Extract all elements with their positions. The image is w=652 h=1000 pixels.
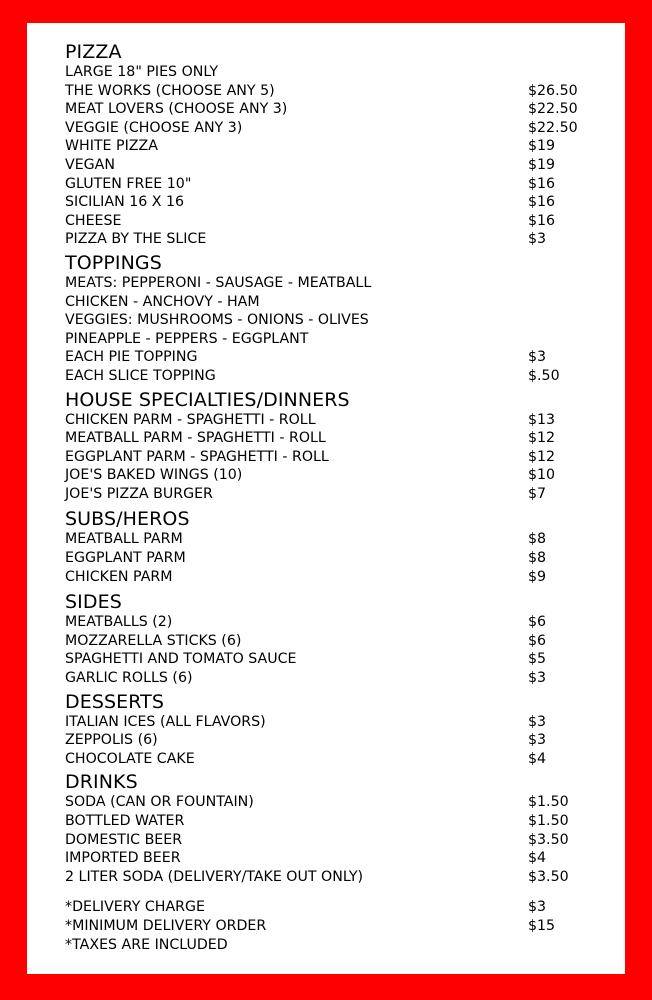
section-spacer (65, 886, 585, 898)
menu-item-name: MEAT LOVERS (CHOOSE ANY 3) (65, 101, 288, 118)
section-desserts (65, 691, 585, 769)
menu-item-price: $10 (528, 467, 556, 484)
menu-item-name: ZEPPOLIS (6) (65, 732, 158, 749)
menu-item-price: $12 (528, 430, 556, 447)
menu-item (65, 530, 585, 549)
menu-item (65, 448, 585, 467)
menu-item (65, 100, 585, 119)
menu-item-price: $6 (528, 614, 547, 631)
section-heading-specialties: HOUSE SPECIALTIES/DINNERS (65, 388, 350, 411)
menu-item-name: BOTTLED WATER (65, 813, 185, 829)
menu-item (65, 831, 585, 850)
menu-item-name: PINEAPPLE - PEPPERS - EGGPLANT (65, 330, 309, 347)
menu-item (65, 613, 585, 632)
menu-item (65, 348, 585, 367)
menu-item-name: MEATBALLS (2) (65, 614, 173, 631)
menu-item (65, 793, 585, 812)
menu-item (65, 212, 585, 231)
menu-item-price: $5 (528, 651, 547, 668)
menu-item (65, 731, 585, 750)
menu-item-name: LARGE 18" PIES ONLY (65, 64, 219, 80)
menu-item (65, 82, 585, 101)
section-pizza (65, 41, 585, 249)
menu-item-name: VEGAN (65, 156, 115, 173)
menu-item-price: $3 (528, 899, 547, 916)
menu-item-price: $9 (528, 568, 547, 585)
menu-item (65, 713, 585, 732)
menu-item-name: 2 LITER SODA (DELIVERY/TAKE OUT ONLY) (65, 868, 364, 885)
menu-content (65, 41, 585, 954)
menu-item (65, 119, 585, 138)
menu-item-price: $4 (528, 750, 547, 767)
menu-item-price: $3.50 (528, 868, 569, 885)
menu-item-name: MEATBALL PARM (65, 531, 183, 548)
menu-item (65, 367, 585, 386)
menu-item (65, 650, 585, 669)
menu-item-price: $3 (528, 670, 547, 687)
menu-item (65, 330, 585, 349)
section-notes (65, 898, 585, 954)
menu-item (65, 156, 585, 175)
menu-item (65, 898, 585, 917)
menu-item-name: MEATS: PEPPERONI - SAUSAGE - MEATBALL (65, 274, 372, 291)
menu-item (65, 137, 585, 156)
menu-item-name: CHICKEN - ANCHOVY - HAM (65, 293, 260, 310)
menu-item-name: JOE'S BAKED WINGS (10) (65, 467, 243, 484)
menu-item-price: $7 (528, 485, 547, 502)
menu-item-name: *DELIVERY CHARGE (65, 899, 205, 916)
menu-item (65, 411, 585, 430)
menu-item-name: THE WORKS (CHOOSE ANY 5) (65, 82, 275, 99)
menu-item (65, 311, 585, 330)
menu-item (65, 293, 585, 312)
menu-item-price: $19 (528, 156, 556, 173)
menu-item-price: $3 (528, 349, 547, 366)
section-sides (65, 591, 585, 687)
menu-item-name: PIZZA BY THE SLICE (65, 231, 207, 248)
menu-item-name: CHICKEN PARM - SPAGHETTI - ROLL (65, 411, 316, 428)
menu-item-price: $16 (528, 194, 556, 211)
menu-item-name: GARLIC ROLLS (6) (65, 670, 193, 687)
menu-item-name: *TAXES ARE INCLUDED (65, 936, 228, 953)
menu-item-name: VEGGIES: MUSHROOMS - ONIONS - OLIVES (65, 312, 369, 329)
section-heading-pizza: PIZZA (65, 41, 122, 63)
section-heading-desserts: DESSERTS (65, 690, 165, 713)
menu-item-price: $.50 (528, 367, 560, 384)
section-heading-sides: SIDES (65, 591, 122, 614)
menu-item-price: $1.50 (528, 794, 569, 811)
menu-item-price: $13 (528, 411, 556, 428)
section-toppings (65, 252, 585, 386)
menu-item-name: ITALIAN ICES (ALL FLAVORS) (65, 713, 266, 730)
menu-item-price: $3 (528, 231, 547, 248)
menu-item-price: $22.50 (528, 101, 578, 118)
menu-item-name: EACH SLICE TOPPING (65, 367, 216, 384)
menu-item-price: $22.50 (528, 119, 578, 136)
menu-item (65, 632, 585, 651)
menu-item (65, 230, 585, 249)
menu-item-name: MOZZARELLA STICKS (6) (65, 632, 242, 649)
section-heading-drinks: DRINKS (65, 771, 138, 794)
menu-item-price: $8 (528, 531, 547, 548)
menu-item-price: $16 (528, 175, 556, 192)
menu-item-name: MEATBALL PARM - SPAGHETTI - ROLL (65, 430, 326, 447)
menu-item-price: $3.50 (528, 831, 569, 848)
menu-page (27, 23, 625, 974)
menu-item (65, 669, 585, 688)
menu-item-name: VEGGIE (CHOOSE ANY 3) (65, 119, 243, 136)
section-subs (65, 508, 585, 586)
menu-item-name: SICILIAN 16 X 16 (65, 194, 185, 211)
menu-item-name: CHOCOLATE CAKE (65, 750, 195, 767)
menu-item-price: $6 (528, 632, 547, 649)
menu-item (65, 549, 585, 568)
menu-item (65, 849, 585, 868)
section-heading-subs: SUBS/HEROS (65, 508, 190, 531)
menu-item (65, 429, 585, 448)
menu-item-name: SPAGHETTI AND TOMATO SAUCE (65, 651, 297, 668)
menu-item (65, 63, 585, 82)
menu-item-price: $15 (528, 917, 556, 934)
menu-item-name: EGGPLANT PARM - SPAGHETTI - ROLL (65, 448, 329, 465)
menu-item-name: WHITE PIZZA (65, 138, 158, 155)
menu-item (65, 917, 585, 936)
menu-item-price: $12 (528, 448, 556, 465)
menu-item (65, 568, 585, 587)
menu-item-price: $26.50 (528, 82, 578, 99)
menu-item-name: IMPORTED BEER (65, 850, 181, 867)
menu-item-price: $4 (528, 850, 547, 867)
menu-item-name: CHICKEN PARM (65, 568, 173, 585)
menu-item-price: $8 (528, 550, 547, 567)
menu-item (65, 868, 585, 887)
menu-item-name: SODA (CAN OR FOUNTAIN) (65, 794, 254, 811)
menu-item-name: *MINIMUM DELIVERY ORDER (65, 917, 267, 934)
menu-item-name: JOE'S PIZZA BURGER (65, 485, 213, 502)
menu-item-name: DOMESTIC BEER (65, 831, 183, 848)
menu-item-name: EACH PIE TOPPING (65, 349, 198, 366)
menu-item-name: CHEESE (65, 212, 122, 229)
menu-item-price: $3 (528, 713, 547, 730)
section-heading-toppings: TOPPINGS (65, 251, 162, 274)
menu-item (65, 466, 585, 485)
menu-item-price: $3 (528, 732, 547, 749)
menu-item-name: EGGPLANT PARM (65, 550, 186, 567)
menu-item-name: GLUTEN FREE 10" (65, 175, 192, 192)
menu-item (65, 274, 585, 293)
menu-item (65, 193, 585, 212)
menu-item (65, 175, 585, 194)
section-drinks (65, 771, 585, 886)
menu-item (65, 750, 585, 769)
menu-item (65, 812, 585, 831)
menu-item-price: $16 (528, 212, 556, 229)
menu-item (65, 485, 585, 504)
menu-item-price: $19 (528, 138, 556, 155)
section-specialties (65, 389, 585, 504)
menu-item (65, 936, 585, 955)
menu-item-price: $1.50 (528, 813, 569, 829)
